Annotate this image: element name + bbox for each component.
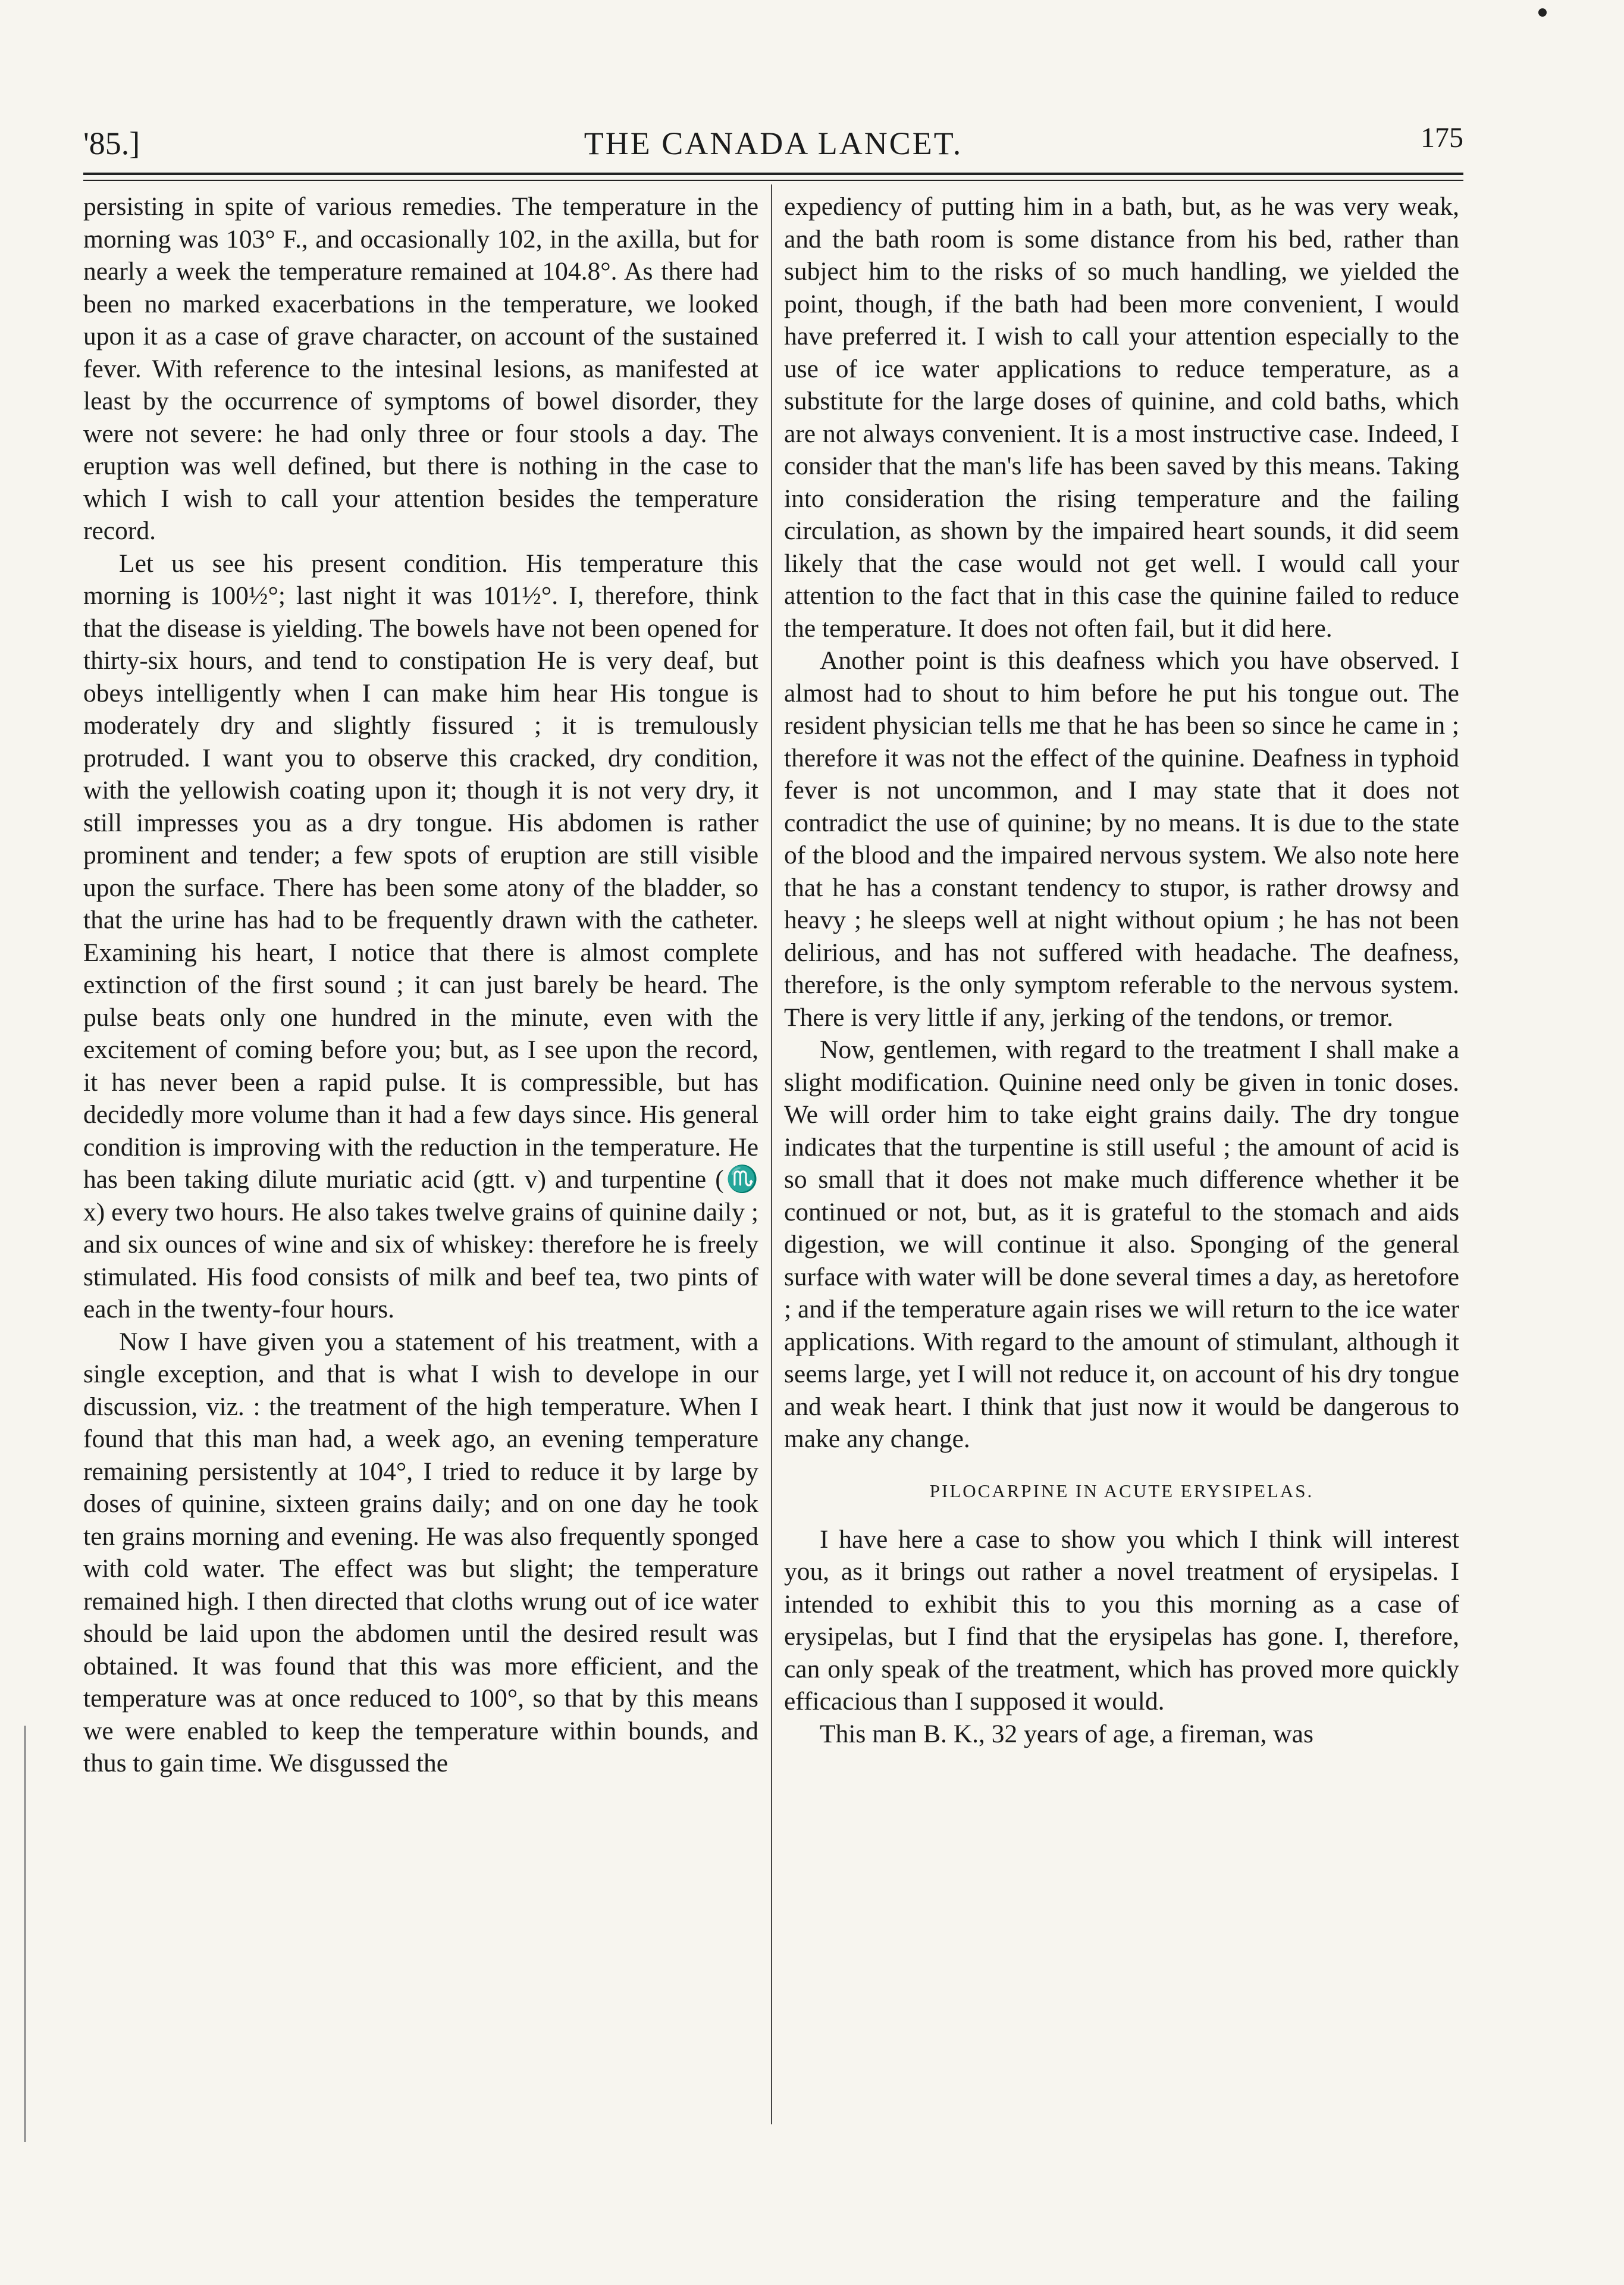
ink-speck bbox=[1538, 8, 1547, 17]
header-rule-thin bbox=[83, 180, 1463, 181]
paragraph: Another point is this deafness which you have observed. I almost had to shout to him before he put his tongue out. The resident physician tells me that he has been so since he came in ; therefore it was not the effect of the quinine. Deafness in typhoid fever is not uncommon, and I may state that it does not contradict the use of quinine; by no means. It is due to the state of the blood and the impaired nervous system. We also note here that he has a constant tendency to stupor, is rather drowsy and heavy ; he sleeps well at night without opium ; he has not been delirious, and has not suffered with headache. The deafness, therefore, is the only symptom referable to the nervous system. There is very little if any, jerking of the tendons, or tremor. bbox=[784, 646, 1459, 1032]
right-column bbox=[784, 190, 1459, 1750]
section-heading: PILOCARPINE IN ACUTE ERYSIPELAS. bbox=[929, 1480, 1314, 1501]
running-header bbox=[83, 122, 1463, 167]
paragraph: I have here a case to show you which I think will interest you, as it brings out rather a novel treatment of erysipelas. I intended to exhibit this to you this morning as a case of erysipelas, but I find that the erysipelas has gone. I, therefore, can only speak of the treatment, which has proved more quickly efficacious than I supposed it would. bbox=[784, 1525, 1459, 1716]
paragraph: expediency of putting him in a bath, but, as he was very weak, and the bath room is some distance from his bed, rather than subject him to the risks of so much handling, we yielded the point, though, if the bath had been more convenient, I would have preferred it. I wish to call your attention especially to the use of ice water applications to reduce temperature, as a substitute for the large doses of quinine, and cold baths, which are not always convenient. It is a most instructive case. Indeed, I consider that the man's life has been saved by this means. Taking into consideration the rising temperature and the failing circulation, as shown by the impaired heart sounds, it did seem likely that the case would not get well. I would call your attention to the fact that in this case the quinine failed to reduce the temperature. It does not often fail, but it did here. bbox=[784, 192, 1459, 643]
paragraph: Now I have given you a statement of his treatment, with a single exception, and that is what I wish to develope in our discussion, viz. : the treatment of the high temperature. When I found that this man had, a week ago, an evening temperature remaining persistently at 104°, I tried to reduce it by large by doses of quinine, sixteen grains daily; and on one day he took ten grains morning and evening. He was also frequently sponged with cold water. The effect was but slight; the temperature remained high. I then directed that cloths wrung out of ice water should be laid upon the abdomen until the desired result was obtained. It was found that this was more efficient, and the temperature was at once reduced to 100°, so that by this means we were enabled to keep the temperature within bounds, and thus to gain time. We disgussed the bbox=[83, 1327, 758, 1777]
paragraph: This man B. K., 32 years of age, a fireman, was bbox=[820, 1719, 1313, 1748]
paragraph: Let us see his present condition. His temperature this morning is 100½°; last night it was 101½°. I, therefore, think that the disease is yielding. The bowels have not been opened for thirty-six hours, and tend to constipation He is very deaf, but obeys intelligently when I can make him hear His tongue is moderately dry and slightly fissured ; it is tremulously protruded. I want you to observe this cracked, dry condition, with the yellowish coating upon it; though it is not very dry, it still impresses you as a dry tongue. His abdomen is rather prominent and tender; a few spots of eruption are still visible upon the surface. There has been some atony of the bladder, so that the urine has had to be frequently drawn with the catheter. Examining his heart, I notice that there is almost complete extinction of the first sound ; it can just barely be heard. The pulse beats only one hundred in the minute, even with the excitement of coming before you; but, as I see upon the record, it has never been a rapid pulse. It is compressible, but has decidedly more volume than it had a few days since. His general condition is improving with the reduction in the temperature. He has been taking dilute muriatic acid (gtt. v) and turpentine (♏ x) every two hours. He also takes twelve grains of quinine daily ; and six ounces of wine and six of whiskey: therefore he is freely stimulated. His food consists of milk and beef tea, two pints of each in the twenty-four hours. bbox=[83, 549, 758, 1323]
paragraph: Now, gentlemen, with regard to the treatment I shall make a slight modification. Quinine need only be given in tonic doses. We will order him to take eight grains daily. The dry tongue indicates that the turpentine is still useful ; the amount of acid is so small that it does not make much difference whether it be continued or not, but, as it is grateful to the stomach and aids digestion, we will continue it also. Sponging of the general surface with water will be done several times a day, as heretofore ; and if the temperature again rises we will return to the ice water applications. With regard to the amount of stimulant, although it seems large, yet I will not reduce it, on account of his dry tongue and weak heart. I think that just now it would be dangerous to make any change. bbox=[784, 1035, 1459, 1453]
paragraph: persisting in spite of various remedies. The temperature in the morning was 103° F., and occasionally 102, in the axilla, but for nearly a week the temperature remained at 104.8°. As there had been no marked exacerbations in the temperature, we looked upon it as a case of grave character, on account of the sustained fever. With reference to the intesinal lesions, as manifested at least by the occurrence of symptoms of bowel disorder, they were not severe: he had only three or four stools a day. The eruption was well defined, but there is nothing in the case to which I wish to call your attention besides the temperature record. bbox=[83, 192, 758, 545]
header-rule bbox=[83, 173, 1463, 175]
left-column bbox=[83, 190, 758, 1780]
page-number: 175 bbox=[1421, 122, 1463, 154]
column-divider bbox=[771, 184, 772, 2124]
journal-title: THE CANADA LANCET. bbox=[584, 126, 963, 161]
volume-year: '85.] bbox=[83, 126, 140, 161]
page-edge-shadow bbox=[24, 1726, 26, 2142]
